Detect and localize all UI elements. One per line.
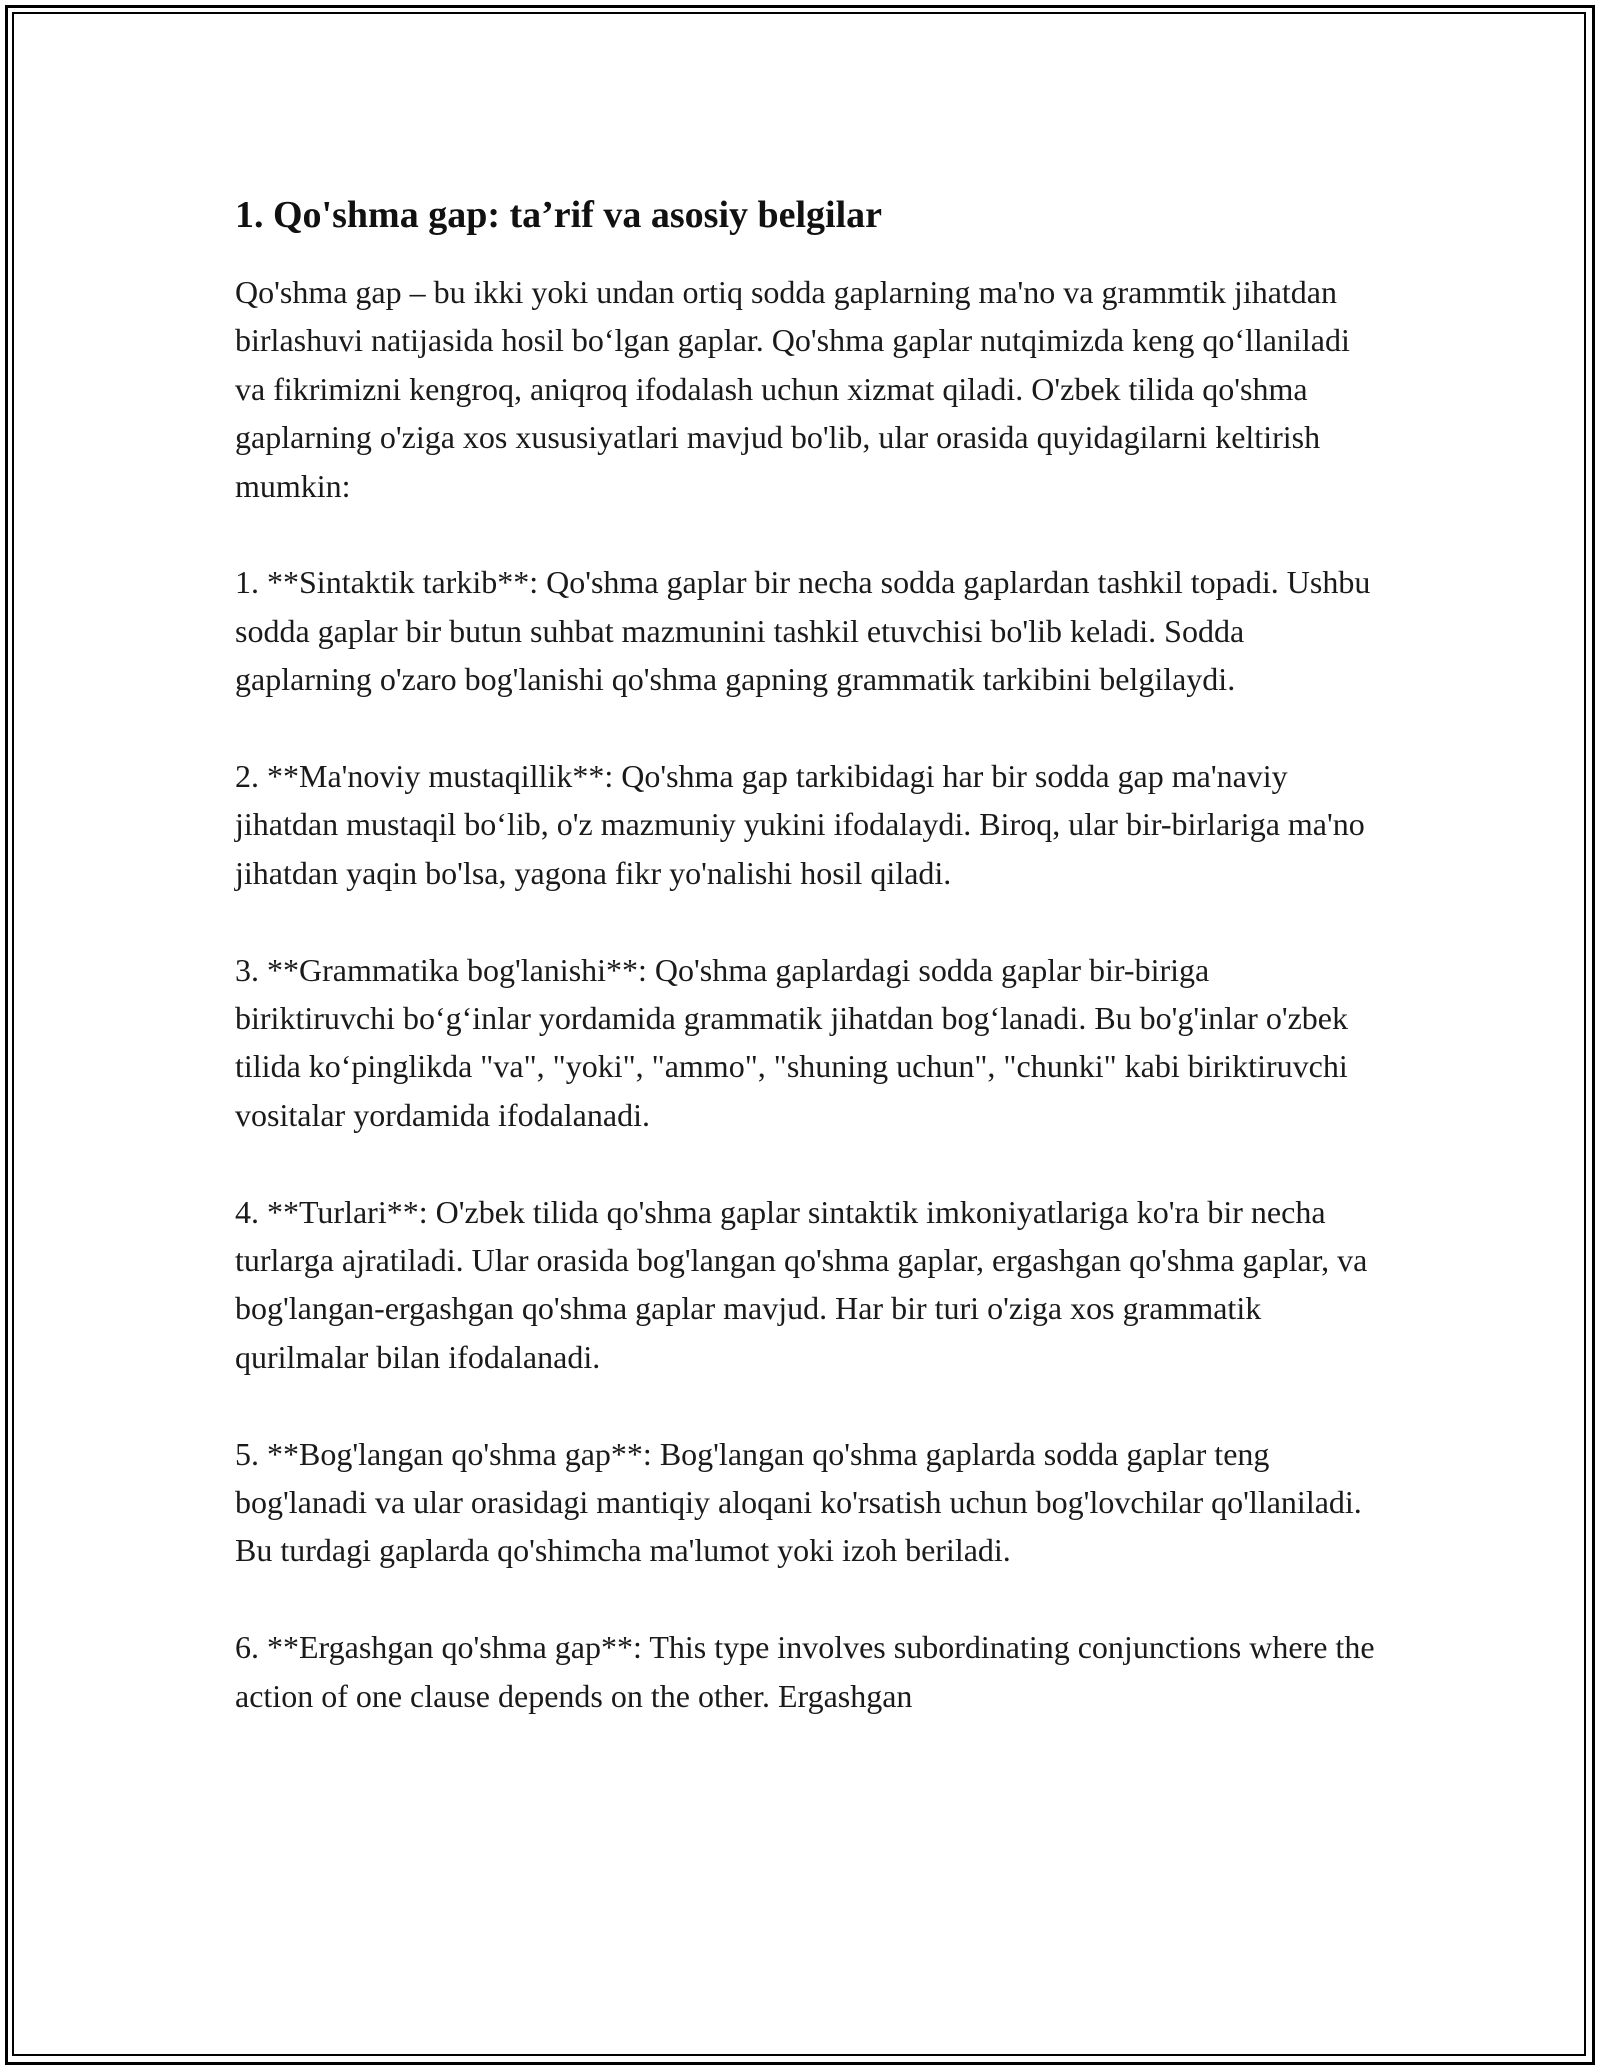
item-boglangan-qoshma-gap: 5. **Bog'langan qo'shma gap**: Bog'langan qo'shma gaplarda sodda gaplar teng bog'lanadi va ular orasidagi mantiqiy aloqani ko'rsatish uchun bog'lovchilar qo'llaniladi. Bu turdagi gaplarda qo'shimcha ma'lumot yoki izoh beriladi. [235, 1435, 1362, 1569]
section-heading: 1. Qo'shma gap: ta’rif va asosiy belgilar [235, 194, 883, 236]
item-ergashgan-qoshma-gap: 6. **Ergashgan qo'shma gap**: This type involves subordinating conjunctions where the action of one clause depends on the other. Ergashgan [235, 1629, 1375, 1714]
item-grammatika-boglanishi: 3. **Grammatika bog'lanishi**: Qo'shma gaplardagi sodda gaplar bir-biriga biriktiruvchi bo‘g‘inlar yordamida grammatik jihatdan bog‘lanadi. Bu bo'g'inlar o'zbek tilida ko‘pinglikda "va", "yoki", "ammo", "shuning uchun", "chunki" kabi biriktiruvchi vositalar yordamida ifodalanadi. [235, 951, 1348, 1133]
item-sintaktik-tarkib: 1. **Sintaktik tarkib**: Qo'shma gaplar bir necha sodda gaplardan tashkil topadi. Ushbu sodda gaplar bir butun suhbat mazmunini tashkil etuvchisi bo'lib keladi. Sodda gaplarning o'zaro bog'lanishi qo'shma gapning grammatik tarkibini belgilaydi. [235, 564, 1371, 698]
item-turlari: 4. **Turlari**: O'zbek tilida qo'shma gaplar sintaktik imkoniyatlariga ko'ra bir necha turlarga ajratiladi. Ular orasida bog'langan qo'shma gaplar, ergashgan qo'shma gaplar, va bog'langan-ergashgan qo'shma gaplar mavjud. Har bir turi o'ziga xos grammatik qurilmalar bilan ifodalanadi. [235, 1193, 1368, 1375]
intro-paragraph: Qo'shma gap – bu ikki yoki undan ortiq sodda gaplarning ma'no va grammtik jihatdan birlashuvi natijasida hosil bo‘lgan gaplar. Qo'shma gaplar nutqimizda keng qo‘llaniladi va fikrimizni kengroq, aniqroq ifodalash uchun xizmat qiladi. O'zbek tilida qo'shma gaplarning o'ziga xos xususiyatlari mavjud bo'lib, ular orasida quyidagilarni keltirish mumkin: [235, 274, 1350, 504]
document-page [235, 180, 1375, 1768]
item-manoviy-mustaqillik: 2. **Ma'noviy mustaqillik**: Qo'shma gap tarkibidagi har bir sodda gap ma'naviy jihatdan mustaqil bo‘lib, o'z mazmuniy yukini ifodalaydi. Biroq, ular bir-birlariga ma'no jihatdan yaqin bo'lsa, yagona fikr yo'nalishi hosil qiladi. [235, 758, 1365, 891]
